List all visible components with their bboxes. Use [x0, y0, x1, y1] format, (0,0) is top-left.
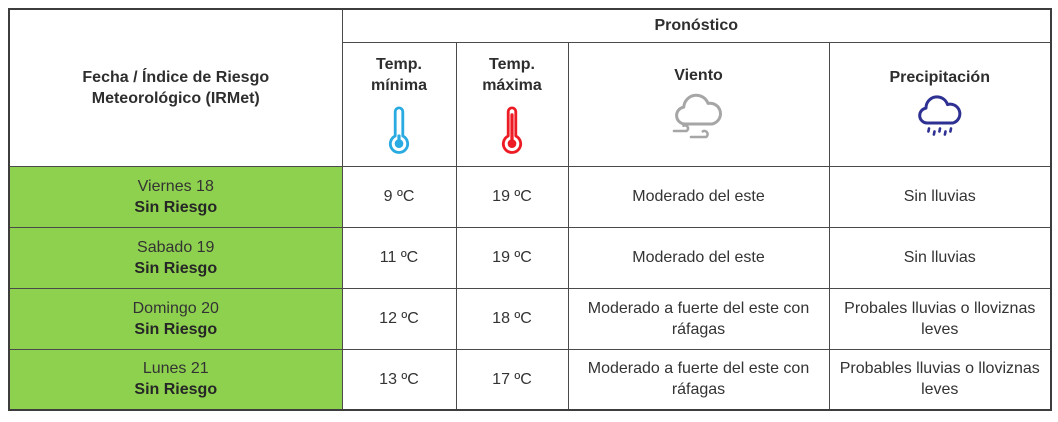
table-row	[9, 166, 1051, 227]
risk-label: Sin Riesgo	[134, 198, 218, 216]
table-row	[9, 349, 1051, 410]
temp-min-cell: 12 ºC	[342, 288, 456, 349]
temp-max-cell: 17 ºC	[456, 349, 568, 410]
corner-header-label: Fecha / Índice de Riesgo Meteorológico (IRMet)	[82, 68, 270, 107]
col-header-temp-max	[456, 42, 568, 166]
temp-max-cell: 19 ºC	[456, 166, 568, 227]
wind-label: Viento	[674, 67, 723, 84]
date-risk-cell	[9, 349, 342, 410]
date-label: Sabado 19	[137, 238, 215, 256]
precipitation-cell: Probables lluvias o lloviznas leves	[829, 349, 1051, 410]
table-row	[9, 227, 1051, 288]
wind-cell: Moderado del este	[568, 227, 829, 288]
temp-min-cell: 13 ºC	[342, 349, 456, 410]
col-header-wind	[568, 42, 829, 166]
header-row-top	[9, 9, 1051, 42]
date-label: Lunes 21	[142, 360, 209, 378]
weather-forecast-table	[8, 8, 1052, 411]
risk-label: Sin Riesgo	[134, 259, 218, 277]
precipitation-label: Precipitación	[889, 69, 990, 86]
precipitation-cell: Probales lluvias o lloviznas leves	[829, 288, 1051, 349]
temp-min-cell: 9 ºC	[342, 166, 456, 227]
wind-cell: Moderado a fuerte del este con ráfagas	[568, 288, 829, 349]
table-row	[9, 288, 1051, 349]
pronostico-header: Pronóstico	[342, 9, 1051, 42]
temp-max-cell: 19 ºC	[456, 227, 568, 288]
date-label: Viernes 18	[137, 177, 214, 195]
corner-header	[9, 9, 342, 166]
col-header-temp-min	[342, 42, 456, 166]
temp-min-label: Temp. mínima	[370, 55, 427, 94]
risk-label: Sin Riesgo	[134, 381, 218, 399]
precipitation-cell: Sin lluvias	[829, 166, 1051, 227]
date-label: Domingo 20	[132, 299, 219, 317]
wind-cell: Moderado a fuerte del este con ráfagas	[568, 349, 829, 410]
temp-min-cell: 11 ºC	[342, 227, 456, 288]
date-risk-cell	[9, 166, 342, 227]
date-risk-cell	[9, 227, 342, 288]
wind-cloud-icon	[666, 93, 732, 143]
col-header-precipitation	[829, 42, 1051, 166]
thermometer-hot-icon	[499, 103, 525, 155]
wind-cell: Moderado del este	[568, 166, 829, 227]
temp-max-cell: 18 ºC	[456, 288, 568, 349]
temp-max-label: Temp. máxima	[482, 55, 542, 94]
date-risk-cell	[9, 288, 342, 349]
thermometer-cold-icon	[386, 103, 412, 155]
risk-label: Sin Riesgo	[134, 320, 218, 338]
rain-cloud-icon	[911, 95, 969, 141]
precipitation-cell: Sin lluvias	[829, 227, 1051, 288]
